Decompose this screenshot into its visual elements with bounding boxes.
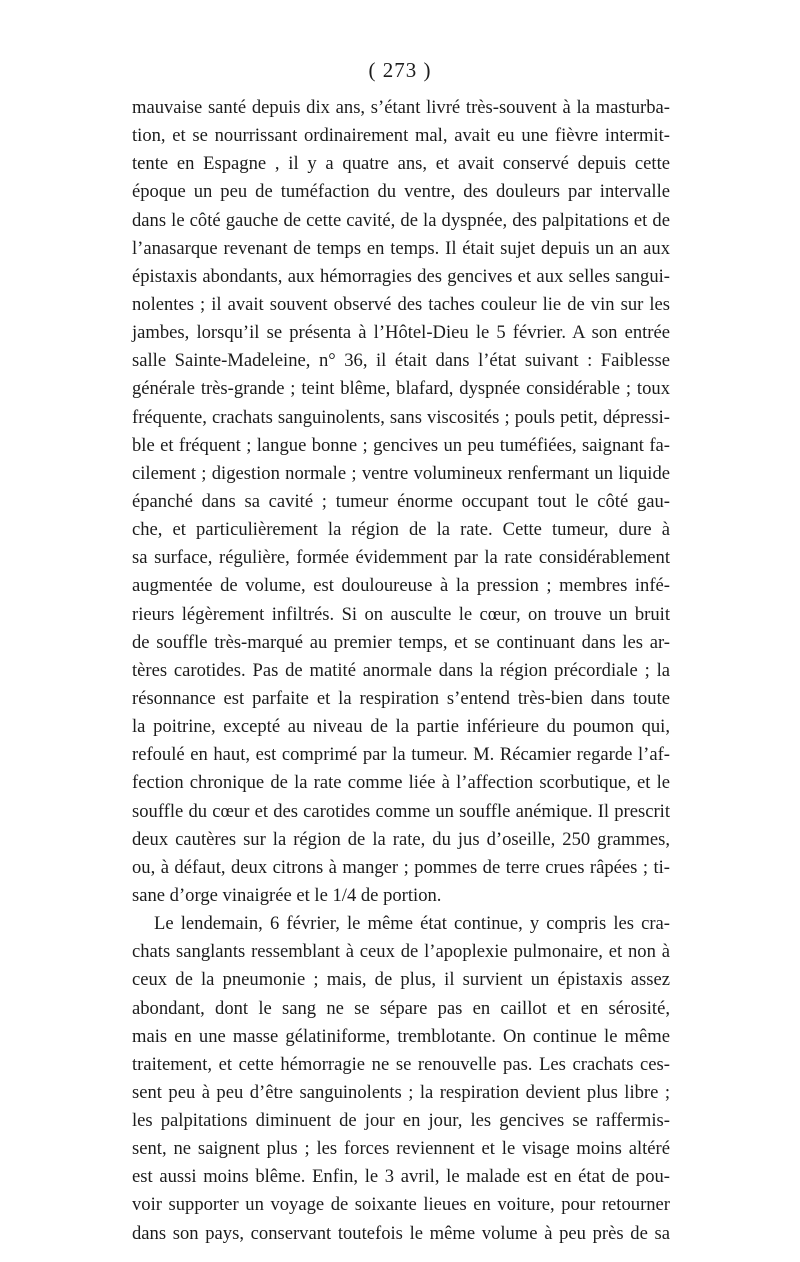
text-line: abondant, dont le sang ne se sépare pas en caillot et en sérosité,: [132, 997, 670, 1019]
text-line: l’anasarque revenant de temps en temps. Il était sujet depuis un an aux: [132, 237, 670, 259]
page-number: ( 273 ): [368, 58, 432, 82]
text-line: augmentée de volume, est douloureuse à la pression ; membres infé-: [132, 575, 670, 597]
text-line: époque un peu de tuméfaction du ventre, des douleurs par intervalle: [132, 181, 670, 203]
text-line: ble et fréquent ; langue bonne ; gencives un peu tuméfiées, saignant fa-: [132, 434, 670, 456]
text-line: de souffle très-marqué au premier temps, et se continuant dans les ar-: [132, 631, 670, 653]
text-line: chats sanglants ressemblant à ceux de l’apoplexie pulmonaire, et non à: [132, 941, 670, 963]
body-text: [132, 94, 670, 1248]
text-line: deux cautères sur la région de la rate, du jus d’oseille, 250 grammes,: [132, 828, 670, 850]
text-line: ou, à défaut, deux citrons à manger ; pommes de terre crues râpées ; ti-: [132, 856, 670, 878]
text-line: sent peu à peu d’être sanguinolents ; la respiration devient plus libre ;: [132, 1081, 670, 1103]
text-line: Le lendemain, 6 février, le même état continue, y compris les cra-: [154, 913, 670, 935]
text-line: la poitrine, excepté au niveau de la partie inférieure du poumon qui,: [132, 716, 670, 738]
text-line: les palpitations diminuent de jour en jour, les gencives se raffermis-: [132, 1110, 670, 1132]
text-line: générale très-grande ; teint blême, blafard, dyspnée considérable ; toux: [132, 378, 670, 400]
text-line: mauvaise santé depuis dix ans, s’étant livré très-souvent à la masturba-: [132, 97, 670, 118]
text-line: dans le côté gauche de cette cavité, de la dyspnée, des palpitations et de: [132, 209, 670, 231]
text-line: résonnance est parfaite et la respiration s’entend très-bien dans toute: [132, 687, 670, 709]
text-line: tente en Espagne , il y a quatre ans, et avait conservé depuis cette: [132, 153, 670, 175]
text-line: che, et particulièrement la région de la rate. Cette tumeur, dure à: [132, 519, 670, 541]
text-line: épistaxis abondants, aux hémorragies des gencives et aux selles sangui-: [132, 265, 670, 287]
text-line: sa surface, régulière, formée évidemment par la rate considérablement: [132, 547, 670, 569]
paragraph-2: [132, 910, 670, 1248]
text-line: mais en une masse gélatiniforme, tremblotante. On continue le même: [132, 1025, 670, 1047]
text-line: fection chronique de la rate comme liée à l’affection scorbutique, et le: [132, 772, 670, 794]
text-line: cilement ; digestion normale ; ventre volumineux renfermant un liquide: [132, 462, 670, 484]
text-line: rieurs légèrement infiltrés. Si on ausculte le cœur, on trouve un bruit: [132, 603, 670, 625]
text-line: refoulé en haut, est comprimé par la tumeur. M. Récamier regarde l’af-: [132, 744, 670, 766]
text-line: est aussi moins blême. Enfin, le 3 avril, le malade est en état de pou-: [132, 1166, 670, 1188]
text-line: ceux de la pneumonie ; mais, de plus, il survient un épistaxis assez: [132, 969, 670, 991]
text-line: nolentes ; il avait souvent observé des taches couleur lie de vin sur les: [132, 293, 670, 315]
text-line: dans son pays, conservant toutefois le même volume à peu près de sa: [132, 1222, 670, 1244]
text-line: sent, ne saignent plus ; les forces reviennent et le visage moins altéré: [132, 1138, 670, 1160]
text-line: souffle du cœur et des carotides comme un souffle anémique. Il prescrit: [132, 800, 670, 822]
text-line: salle Sainte-Madeleine, n° 36, il était dans l’état suivant : Faiblesse: [132, 350, 670, 372]
text-line: fréquente, crachats sanguinolents, sans viscosités ; pouls petit, dépressi-: [132, 406, 670, 428]
text-line: tères carotides. Pas de matité anormale dans la région précordiale ; la: [132, 659, 670, 681]
text-line: épanché dans sa cavité ; tumeur énorme occupant tout le côté gau-: [132, 490, 670, 512]
text-line: traitement, et cette hémorragie ne se renouvelle pas. Les crachats ces-: [132, 1053, 670, 1075]
text-line: sane d’orge vinaigrée et le 1/4 de portion.: [132, 884, 442, 906]
paragraph-1: [132, 94, 670, 910]
text-line: jambes, lorsqu’il se présenta à l’Hôtel-Dieu le 5 février. A son entrée: [132, 322, 670, 344]
text-line: tion, et se nourrissant ordinairement mal, avait eu une fièvre intermit-: [132, 125, 670, 147]
text-line: voir supporter un voyage de soixante lieues en voiture, pour retourner: [132, 1194, 670, 1216]
